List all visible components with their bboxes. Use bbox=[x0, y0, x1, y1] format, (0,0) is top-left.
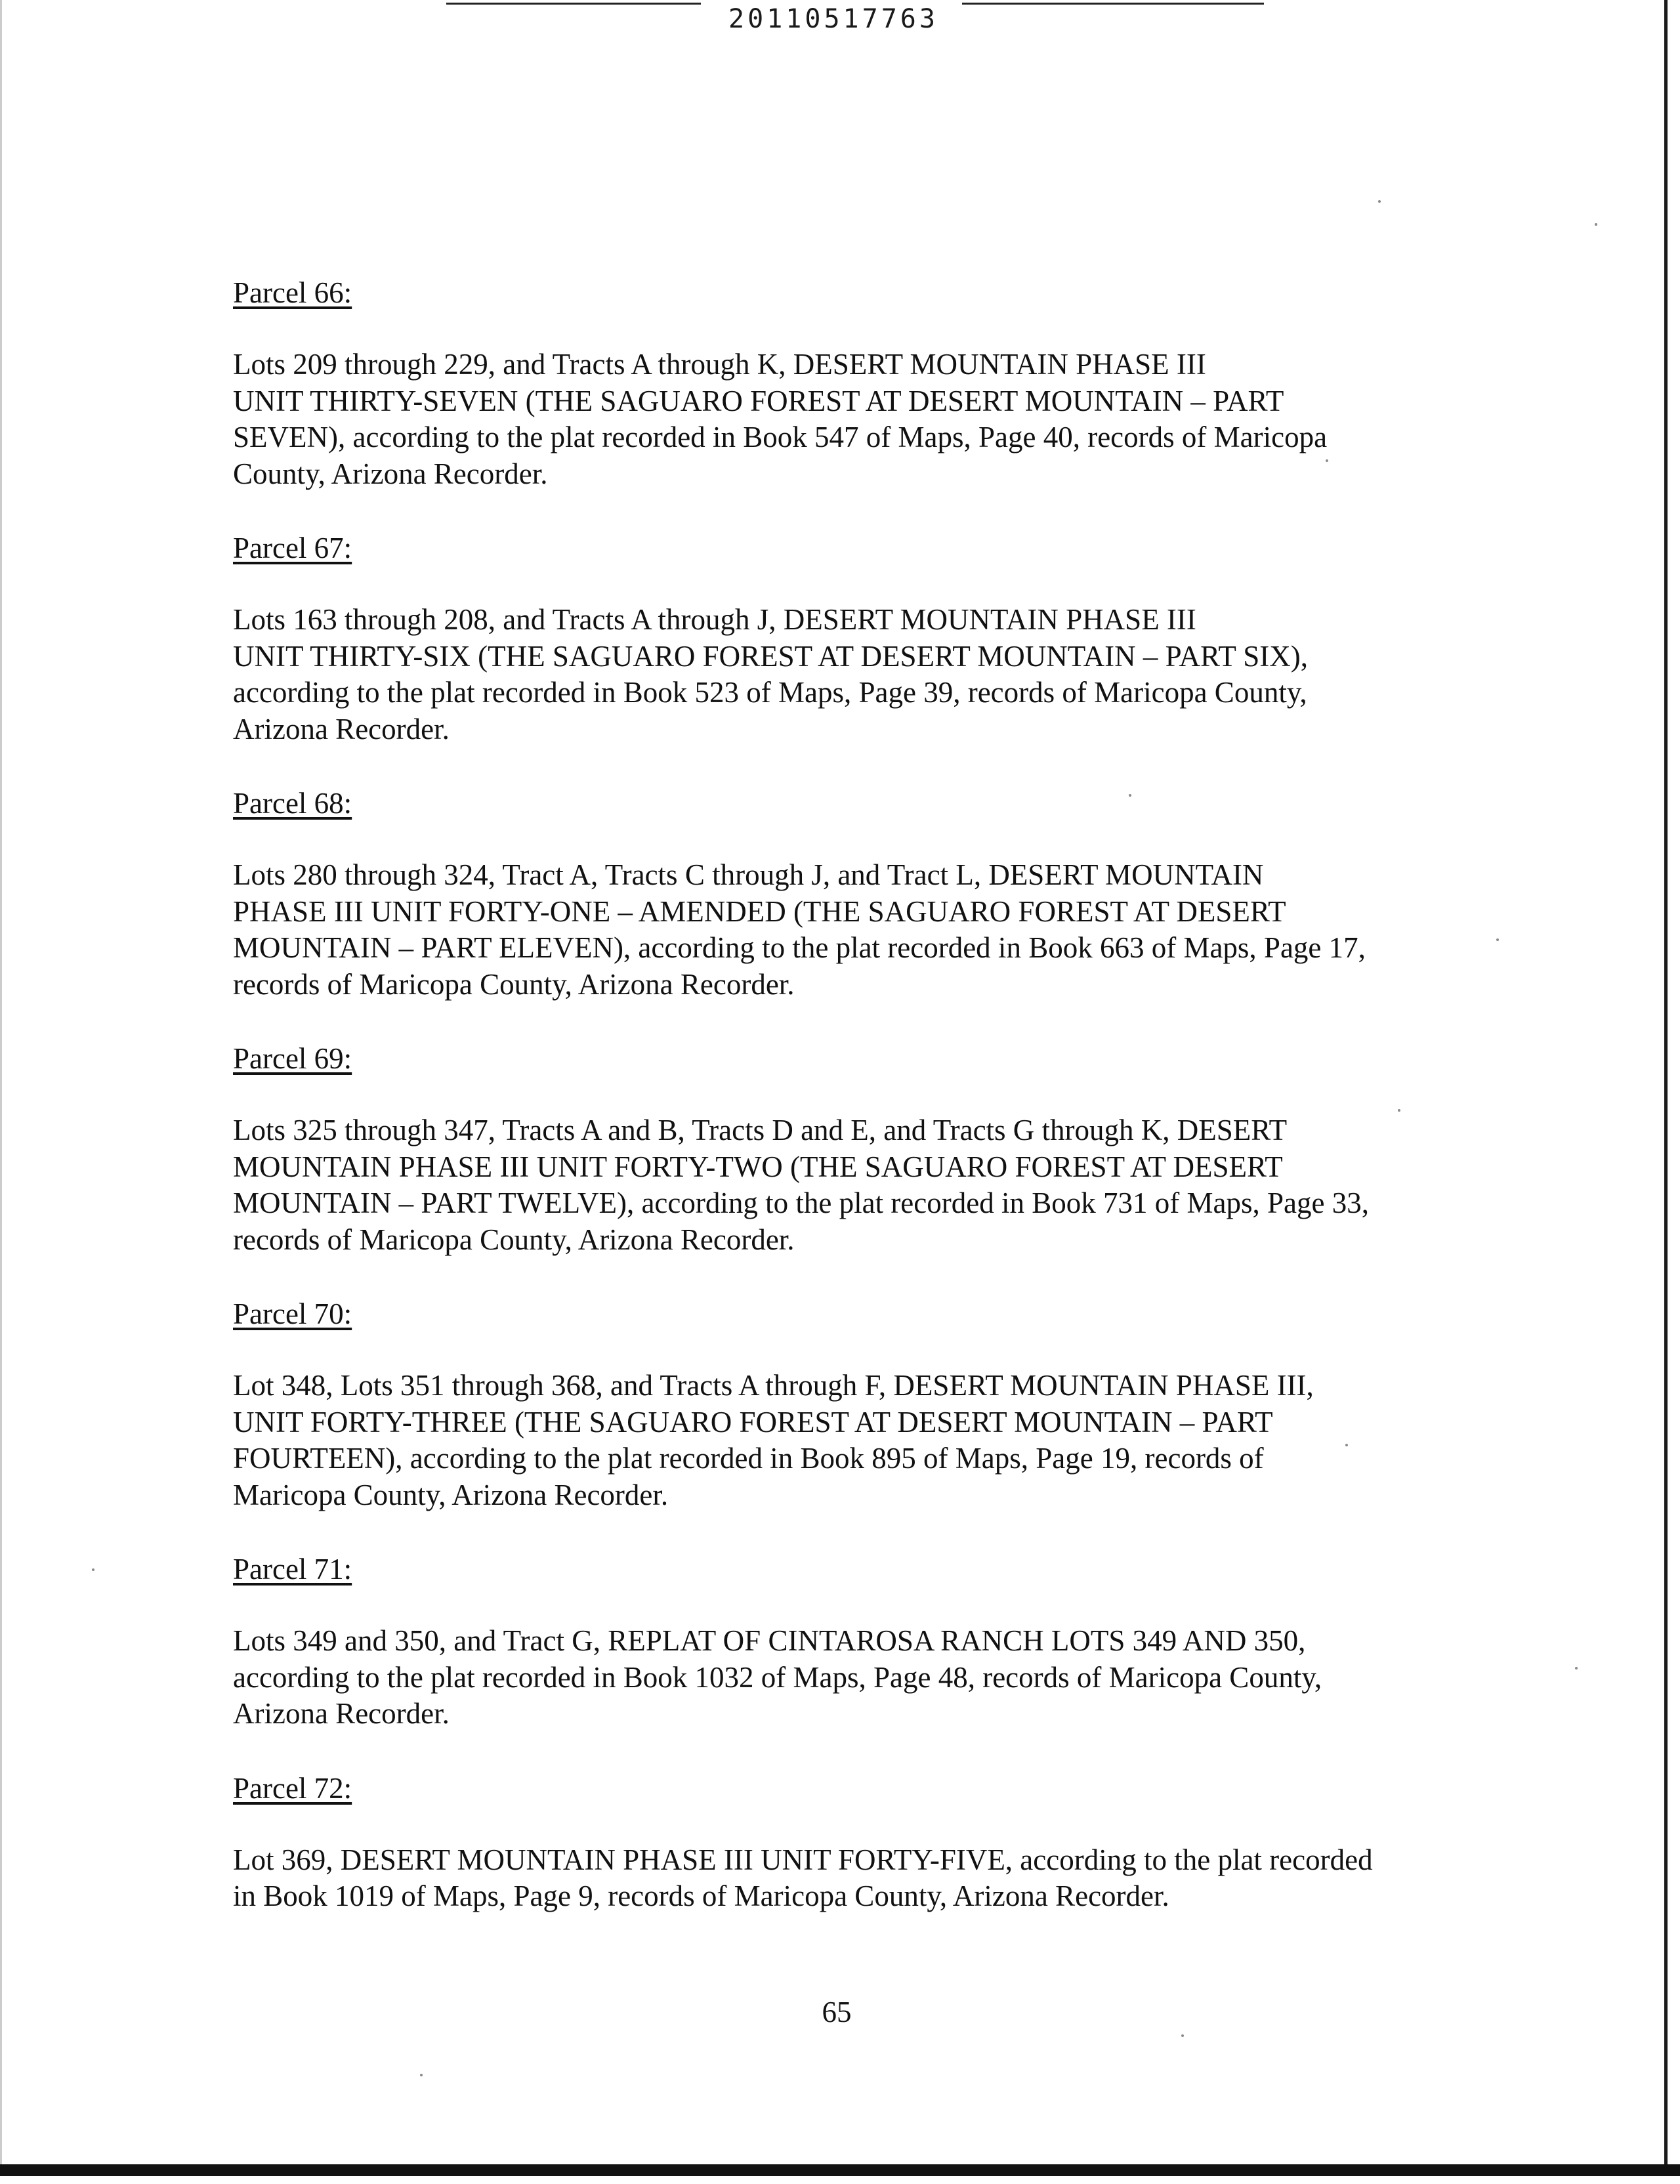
header-rule-right bbox=[962, 3, 1264, 5]
scan-speck bbox=[1398, 1109, 1400, 1112]
parcel-heading: Parcel 71: bbox=[233, 1553, 352, 1586]
parcel-description bbox=[233, 1368, 1467, 1513]
scan-speck bbox=[1345, 1444, 1348, 1446]
text-line: Lot 369, DESERT MOUNTAIN PHASE III UNIT FORTY-FIVE, according to the plat recorded bbox=[233, 1843, 1373, 1876]
parcel-description bbox=[233, 857, 1467, 1003]
text-line: Arizona Recorder. bbox=[233, 1697, 450, 1730]
scan-speck bbox=[1595, 223, 1597, 226]
parcel-heading: Parcel 66: bbox=[233, 276, 352, 309]
header-rule-left bbox=[446, 3, 701, 5]
parcel-68 bbox=[233, 785, 1467, 1003]
scan-bottom-border bbox=[0, 2164, 1680, 2176]
text-line: according to the plat recorded in Book 523 of Maps, Page 39, records of Maricopa County, bbox=[233, 676, 1307, 709]
text-line: UNIT THIRTY-SEVEN (THE SAGUARO FOREST AT DESERT MOUNTAIN – PART bbox=[233, 384, 1284, 417]
parcel-heading: Parcel 67: bbox=[233, 532, 352, 564]
parcel-description bbox=[233, 602, 1467, 747]
parcel-description bbox=[233, 1842, 1467, 1915]
text-line: Lots 325 through 347, Tracts A and B, Tracts D and E, and Tracts G through K, DESERT bbox=[233, 1114, 1288, 1146]
parcel-71 bbox=[233, 1551, 1467, 1732]
text-line: County, Arizona Recorder. bbox=[233, 457, 548, 490]
text-line: Lots 349 and 350, and Tract G, REPLAT OF CINTAROSA RANCH LOTS 349 AND 350, bbox=[233, 1624, 1306, 1657]
parcel-heading: Parcel 70: bbox=[233, 1297, 352, 1330]
parcel-heading: Parcel 68: bbox=[233, 787, 352, 820]
scan-speck bbox=[1181, 2034, 1184, 2037]
text-line: MOUNTAIN – PART ELEVEN), according to the plat recorded in Book 663 of Maps, Page 17, bbox=[233, 931, 1366, 964]
text-line: Lots 209 through 229, and Tracts A through K, DESERT MOUNTAIN PHASE III bbox=[233, 348, 1206, 381]
page-number: 65 bbox=[822, 1996, 852, 2028]
text-line: FOURTEEN), according to the plat recorded in Book 895 of Maps, Page 19, records of bbox=[233, 1442, 1264, 1475]
text-line: PHASE III UNIT FORTY-ONE – AMENDED (THE SAGUARO FOREST AT DESERT bbox=[233, 894, 1286, 928]
parcel-heading: Parcel 69: bbox=[233, 1042, 352, 1075]
parcel-72 bbox=[233, 1770, 1467, 1915]
scan-speck bbox=[1326, 459, 1328, 462]
scan-speck bbox=[1496, 938, 1499, 941]
text-line: Lots 280 through 324, Tract A, Tracts C through J, and Tract L, DESERT MOUNTAIN bbox=[233, 858, 1264, 891]
text-line: Lot 348, Lots 351 through 368, and Tracts A through F, DESERT MOUNTAIN PHASE III, bbox=[233, 1369, 1314, 1402]
parcel-description bbox=[233, 346, 1467, 492]
scan-right-border bbox=[1664, 0, 1668, 2166]
text-line: MOUNTAIN PHASE III UNIT FORTY-TWO (THE SAGUARO FOREST AT DESERT bbox=[233, 1150, 1283, 1183]
recorder-document-number: 20110517763 bbox=[728, 4, 938, 34]
scan-speck bbox=[1378, 200, 1381, 203]
text-line: UNIT THIRTY-SIX (THE SAGUARO FOREST AT DESERT MOUNTAIN – PART SIX), bbox=[233, 639, 1309, 673]
text-line: Lots 163 through 208, and Tracts A through J, DESERT MOUNTAIN PHASE III bbox=[233, 603, 1196, 636]
scan-speck bbox=[1129, 794, 1131, 797]
parcel-69 bbox=[233, 1040, 1467, 1258]
text-line: UNIT FORTY-THREE (THE SAGUARO FOREST AT DESERT MOUNTAIN – PART bbox=[233, 1405, 1273, 1438]
scan-speck bbox=[92, 1568, 94, 1571]
text-line: records of Maricopa County, Arizona Recorder. bbox=[233, 967, 795, 1001]
scan-speck bbox=[420, 2074, 423, 2076]
parcel-66 bbox=[233, 274, 1467, 492]
text-line: records of Maricopa County, Arizona Recorder. bbox=[233, 1223, 795, 1256]
parcel-70 bbox=[233, 1295, 1467, 1513]
text-line: Arizona Recorder. bbox=[233, 712, 450, 746]
parcel-description bbox=[233, 1623, 1467, 1732]
text-line: according to the plat recorded in Book 1032 of Maps, Page 48, records of Maricopa County, bbox=[233, 1660, 1322, 1694]
scan-left-edge bbox=[0, 0, 2, 2166]
scan-speck bbox=[1575, 1667, 1578, 1670]
text-line: in Book 1019 of Maps, Page 9, records of Maricopa County, Arizona Recorder. bbox=[233, 1880, 1169, 1912]
text-line: MOUNTAIN – PART TWELVE), according to the plat recorded in Book 731 of Maps, Page 33, bbox=[233, 1186, 1369, 1219]
parcel-description bbox=[233, 1112, 1467, 1258]
text-line: SEVEN), according to the plat recorded in Book 547 of Maps, Page 40, records of Maricopa bbox=[233, 421, 1328, 453]
text-line: Maricopa County, Arizona Recorder. bbox=[233, 1478, 669, 1511]
parcel-heading: Parcel 72: bbox=[233, 1771, 352, 1805]
parcel-list bbox=[233, 274, 1467, 1952]
parcel-67 bbox=[233, 530, 1467, 747]
